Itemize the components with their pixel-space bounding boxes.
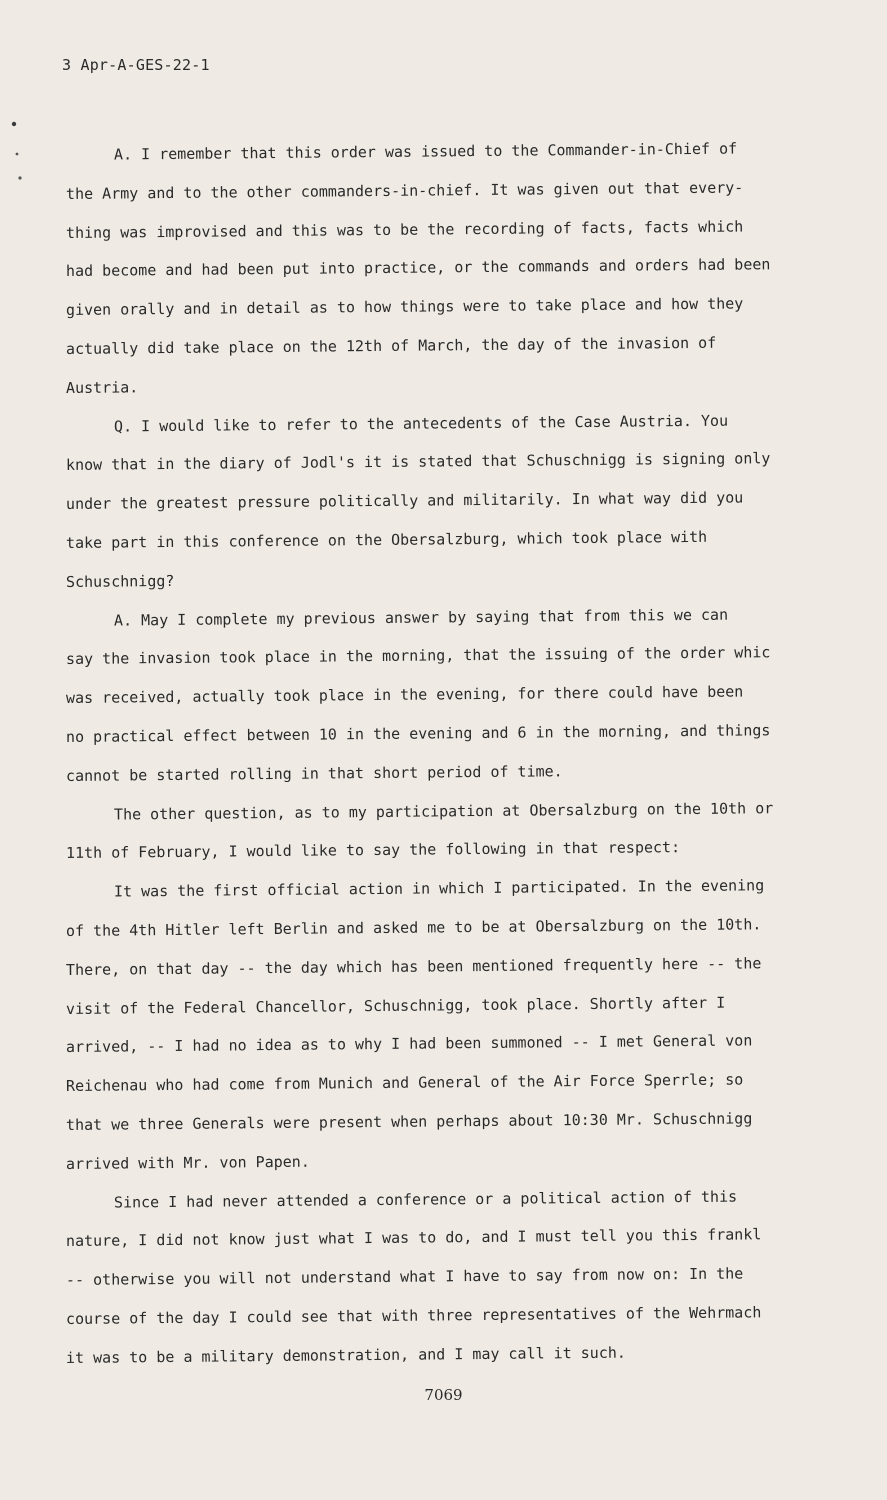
transcript-line: Austria. <box>65 378 139 397</box>
transcript-line: that we three Generals were present when perhaps about 10:30 Mr. Schuschnigg <box>65 1109 753 1134</box>
transcript-line: 11th of February, I would like to say the following in that respect: <box>65 838 681 863</box>
transcript-line: cannot be started rolling in that short period of time. <box>65 761 563 785</box>
transcript-line: it was to be a military demonstration, and I may call it such. <box>65 1343 626 1367</box>
transcript-line: arrived with Mr. von Papen. <box>65 1152 310 1173</box>
transcript-line: A. May I complete my previous answer by saying that from this we can <box>113 605 729 630</box>
transcript-line: of the 4th Hitler left Berlin and asked me to be at Obersalzburg on the 10th. <box>65 915 762 940</box>
transcript-line: arrived, -- I had no idea as to why I had been summoned -- I met General von <box>65 1031 753 1057</box>
transcript-line: -- otherwise you will not understand what I have to say from now on: In the <box>65 1264 744 1290</box>
transcript-line: was received, actually took place in the evening, for there could have been <box>65 682 744 708</box>
transcript-line: given orally and in detail as to how things were to take place and how they <box>65 294 744 320</box>
page-number: 7069 <box>424 1386 463 1404</box>
transcript-line: course of the day I could see that with three representatives of the Wehrmach <box>65 1303 762 1328</box>
transcript-line: Reichenau who had come from Munich and General of the Air Force Sperrle; so <box>65 1070 744 1096</box>
transcript-line: take part in this conference on the Obersalzburg, which took place with <box>65 527 708 552</box>
punch-marks <box>8 118 24 188</box>
punch-mark <box>18 176 21 179</box>
punch-mark <box>12 122 16 126</box>
transcript-line: under the greatest pressure politically and militarily. In what way did you <box>65 488 744 514</box>
transcript-line: visit of the Federal Chancellor, Schuschnigg, took place. Shortly after I <box>65 993 726 1018</box>
transcript-line: thing was improvised and this was to be the recording of facts, facts which <box>65 217 744 242</box>
transcript-line: say the invasion took place in the morning, that the issuing of the order whic <box>65 643 771 669</box>
transcript-line: A. I remember that this order was issued to the Commander-in-Chief of <box>113 139 738 164</box>
transcript-line: no practical effect between 10 in the evening and 6 in the morning, and things <box>65 721 771 746</box>
transcript-line: Q. I would like to refer to the antecedents of the Case Austria. You <box>113 411 729 436</box>
transcript-line: the Army and to the other commanders-in-chief. It was given out that every- <box>65 178 744 203</box>
transcript-line: Schuschnigg? <box>65 571 175 591</box>
transcript-body <box>66 136 832 1378</box>
transcript-line: There, on that day -- the day which has been mentioned frequently here -- the <box>65 954 762 979</box>
transcript-line: nature, I did not know just what I was to do, and I must tell you this frankl <box>65 1225 762 1251</box>
transcript-line: know that in the diary of Jodl's it is stated that Schuschnigg is signing only <box>65 449 771 475</box>
transcript-line: It was the first official action in which I participated. In the evening <box>113 876 765 901</box>
transcript-line: had become and had been put into practice, or the commands and orders had been <box>65 255 771 281</box>
document-code: 3 Apr-A-GES-22-1 <box>62 56 210 74</box>
transcript-line: Since I had never attended a conference or a political action of this <box>113 1187 738 1212</box>
transcript-line: The other question, as to my participation at Obersalzburg on the 10th or <box>113 798 774 824</box>
punch-mark <box>16 153 19 156</box>
transcript-line: actually did take place on the 12th of March, the day of the invasion of <box>65 333 717 358</box>
